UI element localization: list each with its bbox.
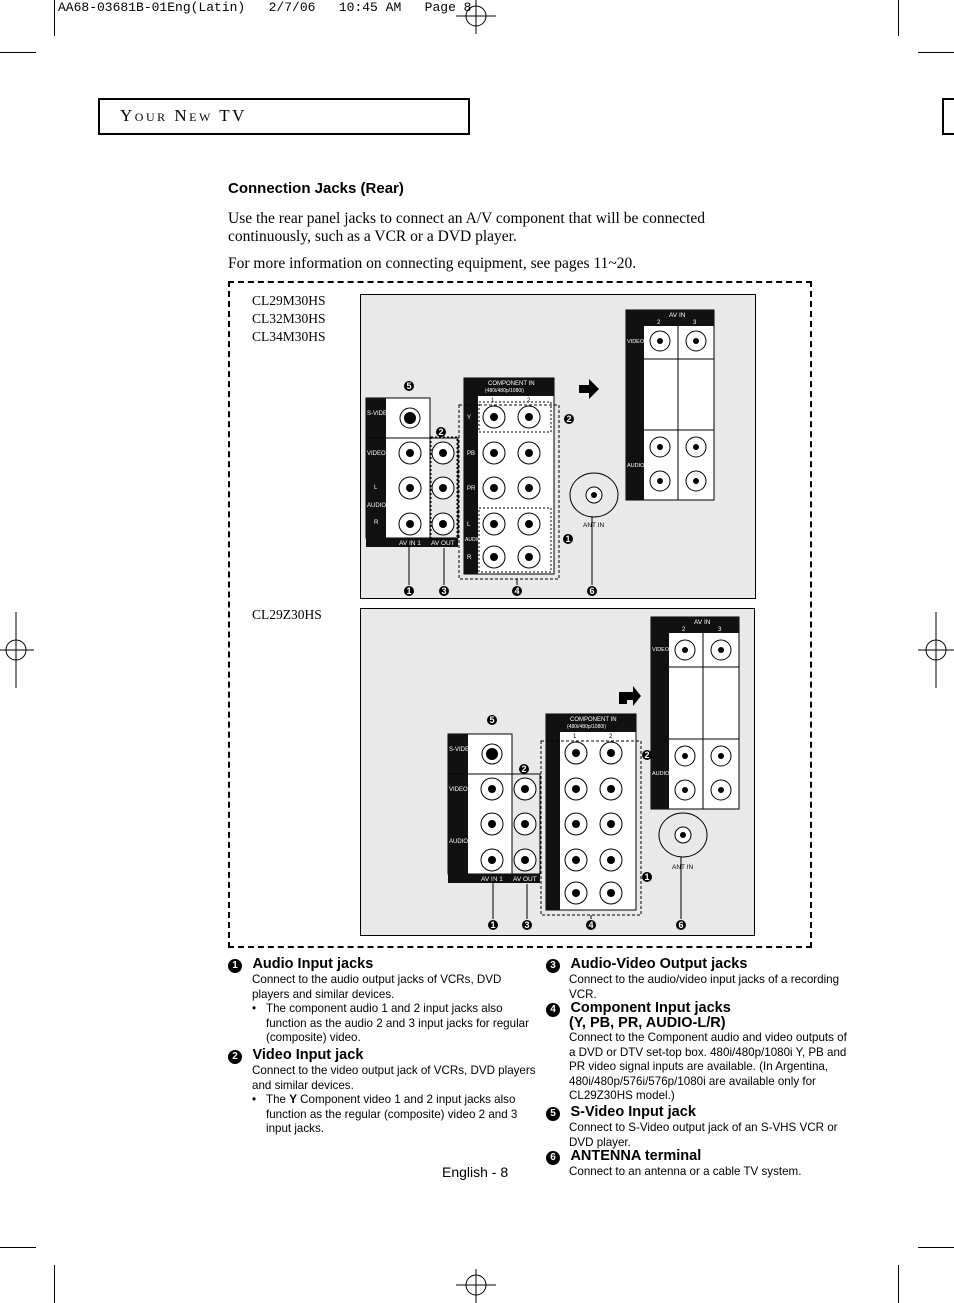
svg-text:ANT IN: ANT IN — [583, 522, 605, 529]
svg-text:R: R — [374, 520, 379, 526]
svg-text:AUDIO: AUDIO — [367, 503, 387, 509]
svg-text:AUDIO: AUDIO — [465, 537, 481, 543]
description-antenna — [546, 1147, 851, 1180]
model-label: CL29M30HS — [252, 293, 326, 308]
model-label: CL32M30HS — [252, 311, 326, 326]
svg-text:6: 6 — [589, 586, 595, 596]
description-title: Video Input jack — [252, 1047, 364, 1063]
svg-text:S-VIDEO IN: S-VIDEO IN — [367, 411, 400, 417]
svg-text:3: 3 — [693, 320, 697, 326]
svg-text:1: 1 — [565, 534, 571, 544]
svg-text:ANT IN: ANT IN — [672, 864, 694, 871]
description-subtitle: (Y, PB, PR, AUDIO-L/R) — [569, 1015, 726, 1031]
svg-text:AV IN: AV IN — [669, 312, 686, 319]
svg-text:COMPONENT IN: COMPONENT IN — [570, 717, 617, 723]
svg-text:2: 2 — [657, 320, 661, 326]
svg-text:1: 1 — [490, 920, 496, 930]
rear-panel-drawing — [361, 295, 757, 600]
description-svideo-input — [546, 1103, 851, 1150]
svg-text:5: 5 — [406, 381, 412, 391]
svg-text:VIDEO: VIDEO — [367, 451, 386, 457]
description-body: Connect to the audio/video input jacks of a recording VCR. — [569, 973, 840, 1001]
rear-panel-diagram-bottom — [360, 608, 755, 936]
svg-text:COMPONENT IN: COMPONENT IN — [488, 381, 535, 387]
description-title: ANTENNA terminal — [570, 1148, 702, 1164]
svg-text:2: 2 — [644, 750, 650, 760]
svg-text:6: 6 — [678, 920, 684, 930]
side-tab — [942, 98, 954, 135]
svg-text:VIDEO: VIDEO — [652, 647, 670, 653]
description-title: Audio-Video Output jacks — [570, 956, 748, 972]
description-title: Component Input jacks — [570, 1000, 731, 1016]
svg-text:PB: PB — [467, 451, 476, 457]
svg-text:2: 2 — [609, 734, 613, 740]
model-label: CL34M30HS — [252, 329, 326, 344]
description-bullet: • The component audio 1 and 2 input jacks also function as the audio 2 and 3 input jacks for regular (composite) video. — [252, 1002, 529, 1045]
callout-number: 4 — [546, 1003, 560, 1017]
description-body: Connect to the audio output jacks of VCRs, DVD players and similar devices. — [252, 973, 502, 1001]
svg-text:4: 4 — [588, 920, 594, 930]
description-audio-input — [228, 955, 540, 1046]
svg-text:AV OUT: AV OUT — [431, 540, 455, 547]
svg-text:1: 1 — [406, 586, 412, 596]
svg-text:AUDIO: AUDIO — [449, 839, 469, 845]
svg-text:L: L — [467, 522, 471, 528]
svg-text:AV OUT: AV OUT — [513, 876, 537, 883]
svg-text:R: R — [467, 555, 472, 561]
model-label: CL29Z30HS — [252, 607, 322, 622]
intro-paragraph: Use the rear panel jacks to connect an A/V component that will be connected continuously, such as a VCR or a DVD player. — [228, 210, 706, 245]
callout-number: 5 — [546, 1107, 560, 1121]
svg-text:2: 2 — [521, 764, 527, 774]
svg-text:2: 2 — [566, 414, 572, 424]
rear-panel-diagram-top — [360, 294, 756, 599]
description-component-input — [546, 999, 851, 1104]
svg-text:AUDIO: AUDIO — [652, 771, 670, 777]
svg-text:AUDIO: AUDIO — [627, 463, 645, 469]
description-av-output — [546, 955, 851, 1002]
svg-text:1: 1 — [573, 734, 577, 740]
description-body: Connect to the Component audio and video outputs of a DVD or DTV set-top box. 480i/480p/1080i Y, PB and PR video signal inputs are available. (In Argentina, 480i/480p/576i/576p/1080i are available only for CL29Z30HS model.) — [569, 1031, 847, 1103]
section-title: Your New TV — [120, 106, 247, 125]
description-bullet: • The Y Component video 1 and 2 input jacks also function as the regular (composite) video 2 and 3 input jacks. — [252, 1093, 518, 1136]
description-title: Audio Input jacks — [252, 956, 374, 972]
svg-text:L: L — [374, 485, 378, 491]
svg-text:2: 2 — [527, 398, 531, 404]
description-body: Connect to S-Video output jack of an S-VHS VCR or DVD player. — [569, 1121, 838, 1149]
svg-text:PR: PR — [467, 486, 476, 492]
description-title: S-Video Input jack — [570, 1104, 696, 1120]
callout-number: 6 — [546, 1151, 560, 1165]
svg-text:VIDEO: VIDEO — [627, 339, 645, 345]
svg-text:3: 3 — [718, 627, 722, 633]
svg-text:2: 2 — [682, 627, 686, 633]
svg-text:Y: Y — [467, 415, 472, 421]
rear-panel-drawing — [361, 609, 756, 937]
svg-text:(480i/480p/1080i): (480i/480p/1080i) — [485, 388, 524, 394]
svg-text:AV IN 1: AV IN 1 — [399, 540, 421, 547]
description-video-input — [228, 1046, 540, 1137]
svg-text:5: 5 — [489, 715, 495, 725]
callout-number: 3 — [546, 959, 560, 973]
svg-text:4: 4 — [514, 586, 520, 596]
svg-text:3: 3 — [441, 586, 447, 596]
description-body: Connect to an antenna or a cable TV system. — [569, 1165, 802, 1178]
page-footer: English - 8 — [442, 1164, 509, 1180]
svg-text:1: 1 — [491, 398, 495, 404]
svg-text:(480i/480p/1080i): (480i/480p/1080i) — [567, 724, 606, 730]
svg-text:AV IN: AV IN — [694, 619, 711, 626]
page-heading: Connection Jacks (Rear) — [228, 180, 404, 197]
callout-number: 2 — [228, 1050, 242, 1064]
svg-text:AV IN 1: AV IN 1 — [481, 876, 503, 883]
svg-text:S-VIDEO IN: S-VIDEO IN — [449, 747, 482, 753]
intro-reference: For more information on connecting equipment, see pages 11~20. — [228, 255, 637, 272]
description-body: Connect to the video output jack of VCRs, DVD players and similar devices. — [252, 1064, 536, 1092]
svg-text:2: 2 — [438, 427, 444, 437]
print-header: AA68-03681B-01Eng(Latin) 2/7/06 10:45 AM Page 8 — [58, 0, 472, 15]
svg-text:3: 3 — [524, 920, 530, 930]
svg-text:1: 1 — [644, 872, 650, 882]
svg-text:VIDEO: VIDEO — [449, 787, 468, 793]
callout-number: 1 — [228, 959, 242, 973]
